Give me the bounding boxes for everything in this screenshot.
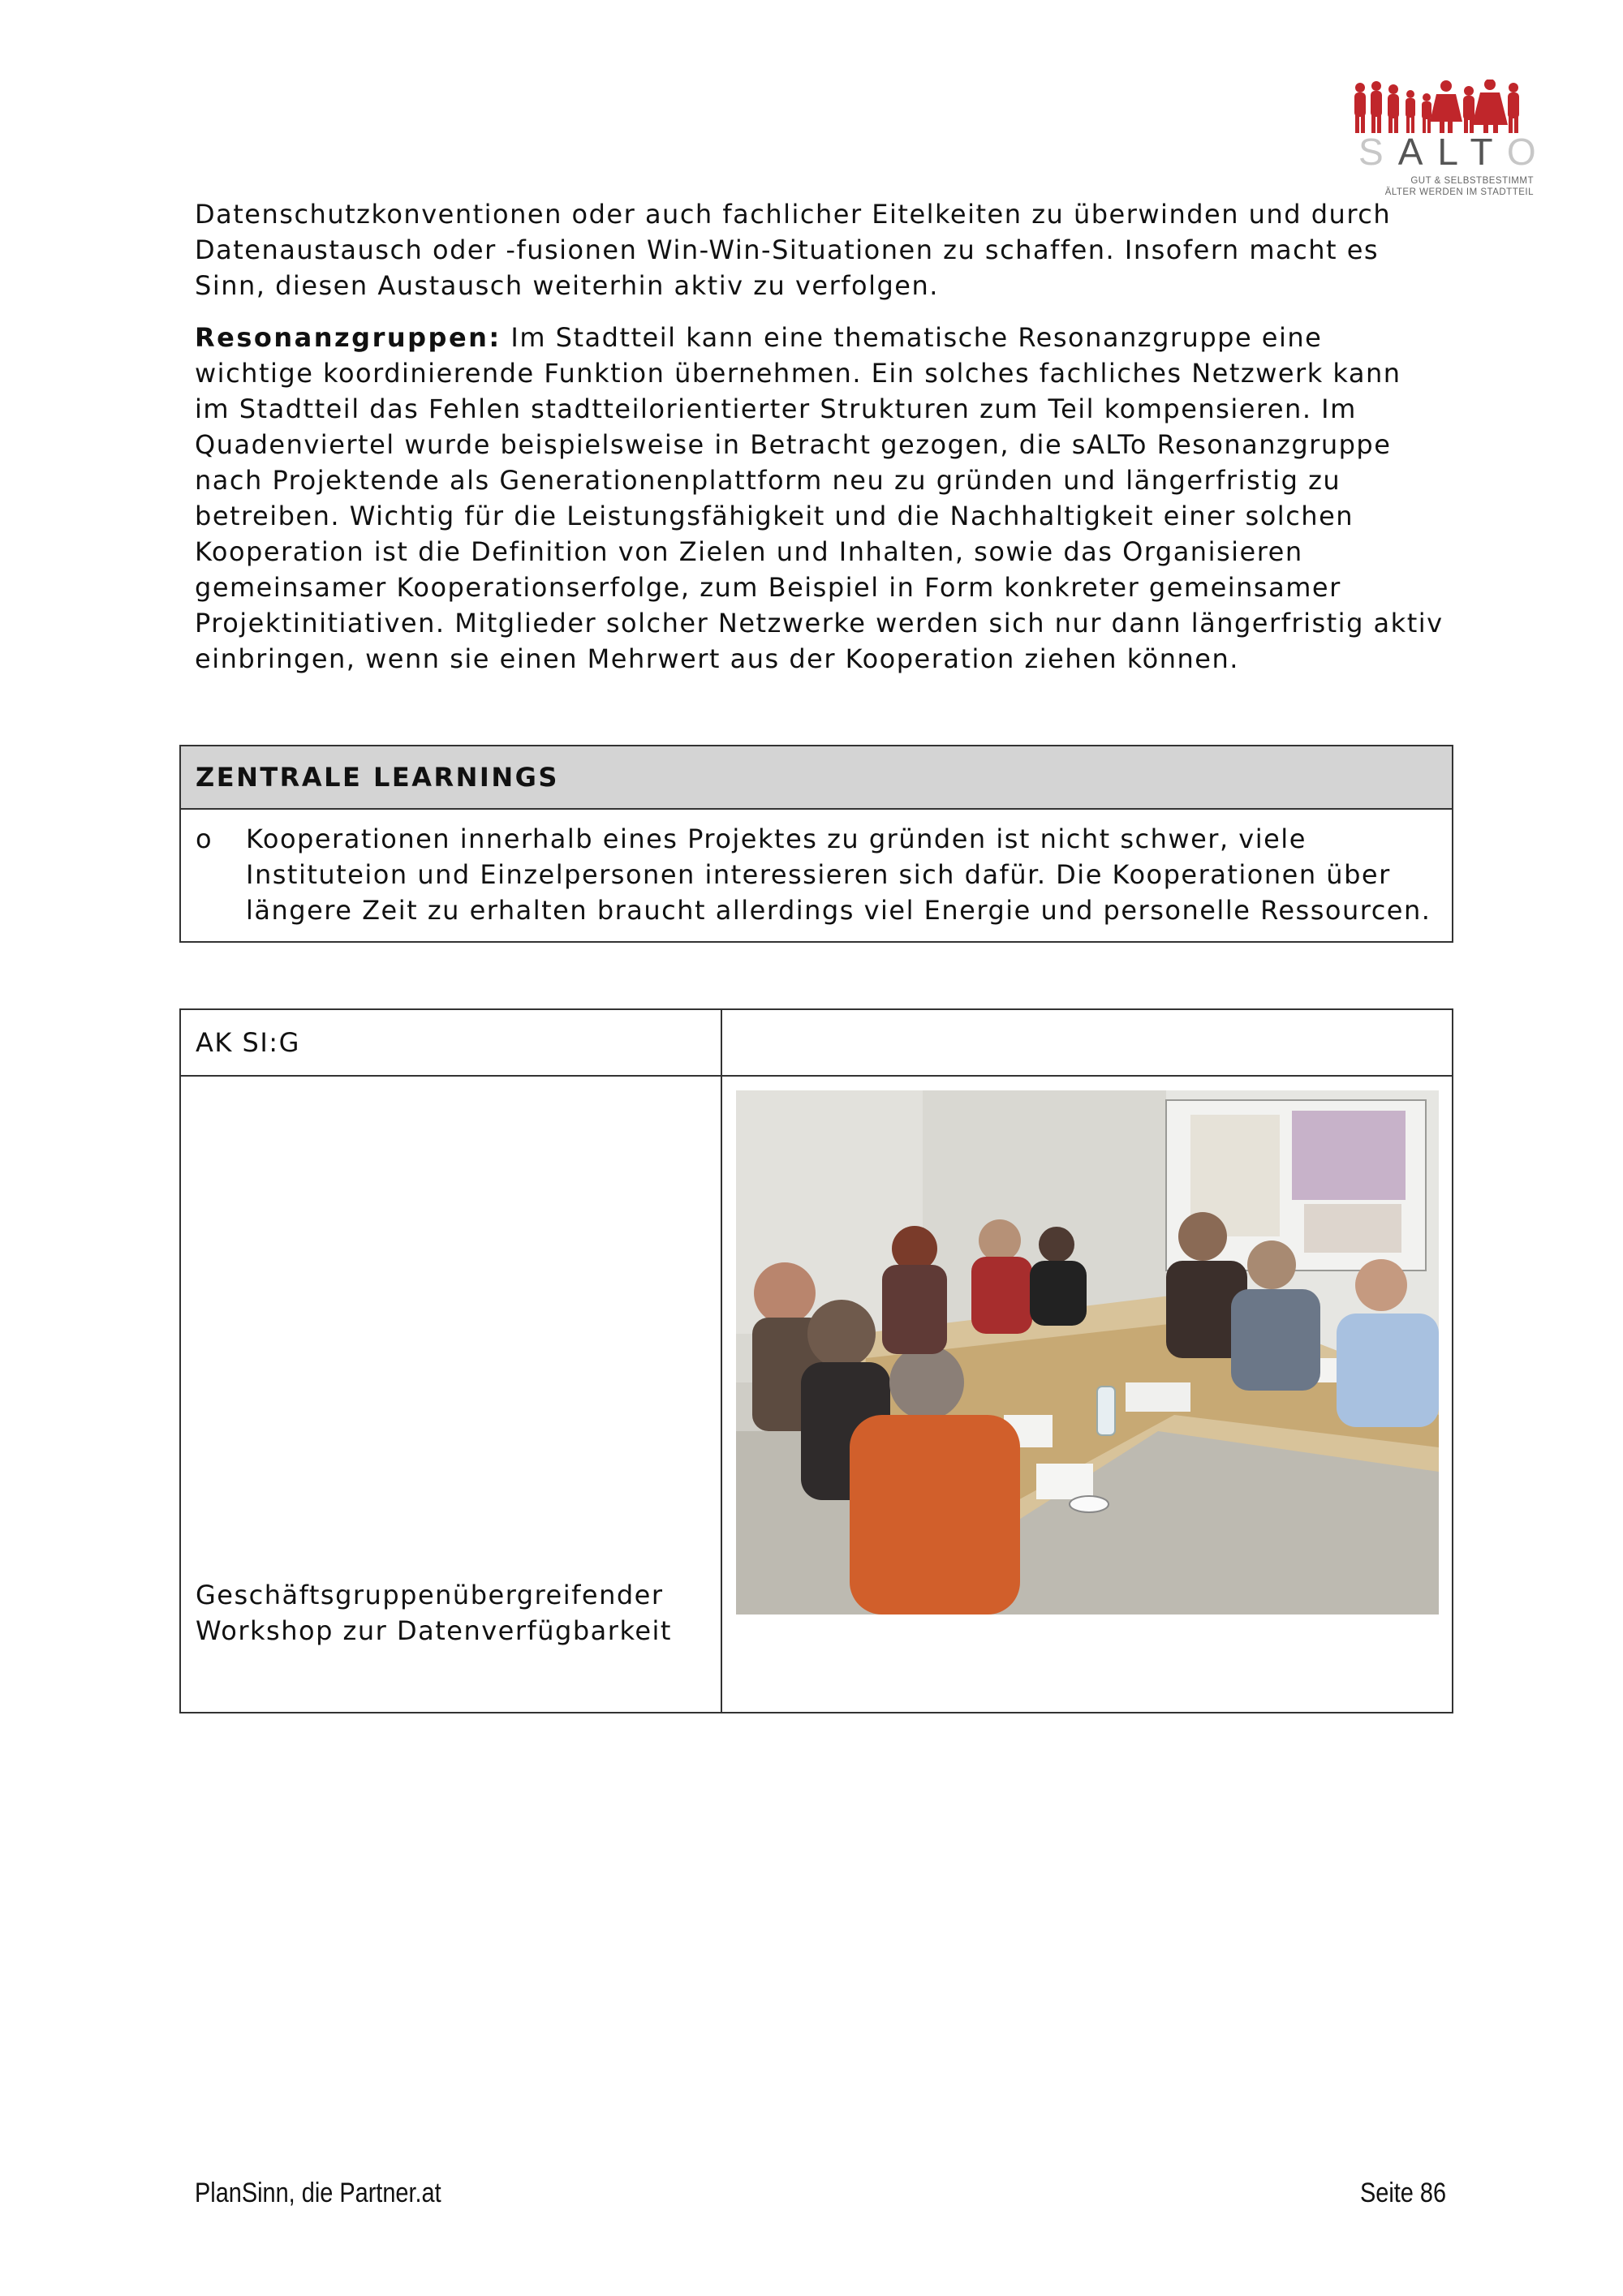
resonance-paragraph: [195, 320, 1444, 677]
aksig-photo-cell: [721, 1076, 1453, 1713]
footer-left: PlanSinn, die Partner.at: [195, 2178, 441, 2208]
aksig-table: [179, 1008, 1453, 1713]
aksig-header-empty: [721, 1009, 1453, 1076]
bullet-icon: o: [196, 823, 213, 854]
learnings-body: [180, 809, 1453, 942]
learnings-item: [196, 821, 1436, 928]
learnings-item-text: Kooperationen innerhalb eines Projektes zu gründen ist nicht schwer, viele Instituteion und Einzelpersonen interessieren sich dafür. Die Kooperationen über längere Zeit zu erhalten braucht allerdings viel Energie und personelle Ressourcen.: [246, 823, 1431, 926]
aksig-label: AK SI:G: [180, 1009, 721, 1076]
logo-tagline-1: GUT & SELBSTBESTIMMT: [1410, 176, 1534, 186]
aksig-caption-line2: Workshop zur Datenverfügbarkeit: [196, 1615, 672, 1646]
resonance-heading: Resonanzgruppen:: [195, 322, 502, 353]
salto-logo: [1347, 80, 1551, 201]
aksig-caption-cell: [180, 1076, 721, 1713]
learnings-table: [179, 745, 1453, 943]
resonance-text: Im Stadtteil kann eine thematische Resonanzgruppe eine wichtige koordinierende Funktion übernehmen. Ein solches fachliches Netzwerk kann im Stadtteil das Fehlen stadtteilorientierter Strukturen zum Teil kompensieren. Im Quadenviertel wurde beispielsweise in Betracht gezogen, die sALTo Resonanzgruppe nach Projektende als Generationenplattform neu zu gründen und längerfristig zu betreiben. Wichtig für die Leistungsfähigkeit und die Nachhaltigkeit einer solchen Kooperation ist die Definition von Zielen und Inhalten, sowie das Organisieren gemeinsamer Kooperationserfolge, zum Beispiel in Form konkreter gemeinsamer Projektinitiativen. Mitglieder solcher Netzwerke werden sich nur dann längerfristig aktiv einbringen, wenn sie einen Mehrwert aus der Kooperation ziehen können.: [195, 322, 1444, 674]
page-number: Seite 86: [1360, 2178, 1447, 2208]
aksig-caption-line1: Geschäftsgruppenübergreifender: [196, 1580, 664, 1610]
intro-paragraph: Datenschutzkonventionen oder auch fachlicher Eitelkeiten zu überwinden und durch Datenaustausch oder -fusionen Win-Win-Situationen zu schaffen. Insofern macht es Sinn, diesen Austausch weiterhin aktiv zu verfolgen.: [195, 199, 1392, 301]
salto-figures-icon: [1347, 80, 1534, 136]
logo-tagline-2: ÄLTER WERDEN IM STADTTEIL: [1384, 187, 1534, 197]
logo-wordmark: SALTO: [1358, 131, 1551, 173]
learnings-header: ZENTRALE LEARNINGS: [180, 746, 1453, 809]
workshop-photo: [736, 1090, 1439, 1615]
